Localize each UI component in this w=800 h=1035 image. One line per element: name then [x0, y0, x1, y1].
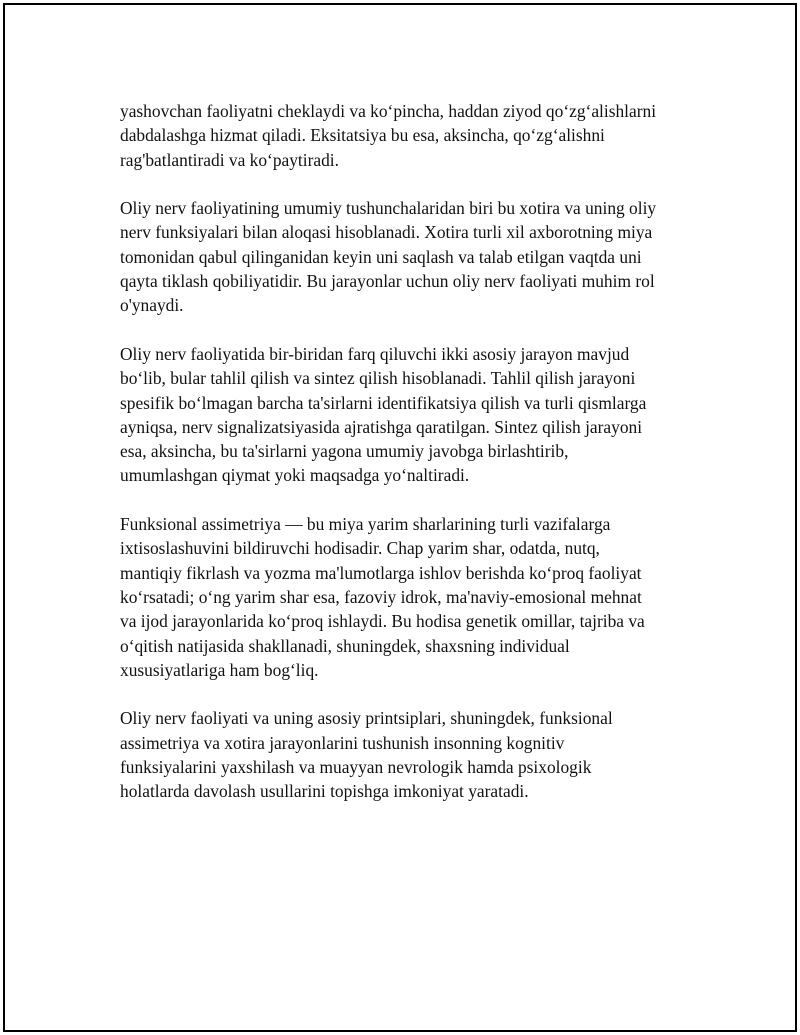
text-line: assimetriya va xotira jarayonlarini tushunish insonning kognitiv: [120, 732, 565, 753]
text-line: tomonidan qabul qilinganidan keyin uni saqlash va talab etilgan vaqtda uni: [120, 246, 642, 267]
text-line: nerv funksiyalari bilan aloqasi hisoblanadi. Xotira turli xil axborotning miya: [120, 222, 653, 243]
paragraph-3: [120, 342, 700, 488]
text-line: xususiyatlariga ham bog‘liq.: [120, 659, 319, 680]
text-line: rag'batlantiradi va ko‘paytiradi.: [120, 149, 339, 170]
paragraph-4: [120, 512, 700, 682]
text-line: bo‘lib, bular tahlil qilish va sintez qilish hisoblanadi. Tahlil qilish jarayoni: [120, 368, 636, 389]
text-line: holatlarda davolash usullarini topishga imkoniyat yaratadi.: [120, 781, 529, 802]
text-line: o‘qitish natijasida shakllanadi, shuningdek, shaxsning individual: [120, 635, 570, 656]
text-line: ayniqsa, nerv signalizatsiyasida ajratishga qaratilgan. Sintez qilish jarayoni: [120, 416, 643, 437]
text-line: Funksional assimetriya — bu miya yarim sharlarining turli vazifalarga: [120, 514, 611, 535]
text-line: Oliy nerv faoliyatining umumiy tushunchalaridan biri bu xotira va uning oliy: [120, 198, 657, 219]
text-line: mantiqiy fikrlash va yozma ma'lumotlarga ishlov berishda ko‘proq faoliyat: [120, 562, 642, 583]
text-line: esa, aksincha, bu ta'sirlarni yagona umumiy javobga birlashtirib,: [120, 441, 569, 462]
text-line: qayta tiklash qobiliyatidir. Bu jarayonlar uchun oliy nerv faoliyati muhim rol: [120, 271, 655, 292]
text-line: ko‘rsatadi; o‘ng yarim shar esa, fazoviy idrok, ma'naviy-emosional mehnat: [120, 586, 642, 607]
text-line: funksiyalarini yaxshilash va muayyan nevrologik hamda psixologik: [120, 757, 592, 778]
text-line: Oliy nerv faoliyati va uning asosiy printsiplari, shuningdek, funksional: [120, 708, 613, 729]
text-line: umumlashgan qiymat yoki maqsadga yo‘naltiradi.: [120, 465, 470, 486]
paragraph-1: [120, 99, 700, 172]
paragraph-2: [120, 196, 700, 317]
text-line: Oliy nerv faoliyatida bir-biridan farq qiluvchi ikki asosiy jarayon mavjud: [120, 343, 630, 364]
text-line: yashovchan faoliyatni cheklaydi va ko‘pincha, haddan ziyod qo‘zg‘alishlarni: [120, 101, 657, 121]
text-line: dabdalashga hizmat qiladi. Eksitatsiya bu esa, aksincha, qo‘zg‘alishni: [120, 125, 605, 146]
page-frame: [3, 3, 797, 1032]
paragraph-5: [120, 706, 700, 803]
text-line: spesifik bo‘lmagan barcha ta'sirlarni identifikatsiya qilish va turli qismlarga: [120, 392, 647, 413]
text-line: va ijod jarayonlarida ko‘proq ishlaydi. Bu hodisa genetik omillar, tajriba va: [120, 611, 645, 632]
text-line: ixtisoslashuvini bildiruvchi hodisadir. Chap yarim shar, odatda, nutq,: [120, 538, 600, 559]
text-line: o'ynaydi.: [120, 295, 184, 316]
document-body: [120, 99, 700, 828]
